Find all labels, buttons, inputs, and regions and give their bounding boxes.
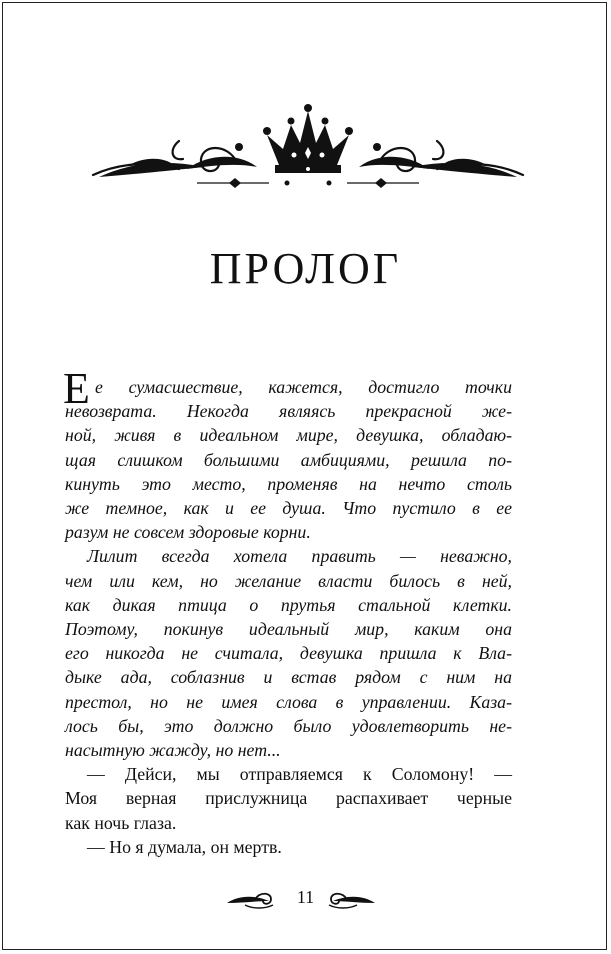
text-line: Моя верная прислужница распахивает черные (65, 788, 512, 809)
text-line: разум не совсем здоровые корни. (65, 522, 311, 543)
text-line: кинуть это место, променяв на нечто столь (65, 473, 512, 494)
text-line: его никогда не считала, девушка пришла к Вла- (65, 643, 512, 664)
text-line: престол, но не имея слова в управлении. Каза- (65, 691, 512, 712)
text-line: ной, живя в идеальном мире, девушка, обладаю- (65, 425, 512, 446)
text-line: как дикая птица о прутья стальной клетки. (65, 594, 512, 615)
text-line: Поэтому, покинув идеальный мир, каким она (65, 619, 512, 640)
drop-cap: Е (63, 364, 90, 413)
text-line: — Дейси, мы отправляемся к Соломону! — (87, 764, 512, 785)
text-line: чем или кем, но желание власти билось в ней, (65, 570, 512, 591)
text-line: Лилит всегда хотела править — неважно, (87, 546, 512, 567)
text-line: насытную жажду, но нет... (65, 740, 281, 761)
text-line: дыке ада, соблазнив и встав рядом с ним на (65, 667, 512, 688)
text-line: невозврата. Некогда являясь прекрасной же- (65, 401, 512, 422)
text-line: как ночь глаза. (65, 812, 177, 833)
text-line: Е е сумасшествие, кажется, достигло точки (63, 364, 512, 413)
text-line: щая слишком большими амбициями, решила по- (65, 449, 512, 470)
chapter-title: ПРОЛОГ (209, 244, 402, 293)
page-number: 11 (296, 887, 315, 907)
paragraph-2 (65, 544, 512, 762)
book-page (2, 2, 607, 950)
text-line: — Но я думала, он мертв. (87, 836, 282, 857)
paragraph-1 (63, 364, 512, 544)
crown-ornament-icon (89, 103, 527, 198)
footer-flourish-right-icon (325, 889, 377, 911)
chapter-body (63, 364, 512, 859)
text-line: лось бы, это должно было удовлетворить не- (65, 715, 512, 736)
dialogue (65, 762, 512, 859)
page-footer (3, 885, 608, 915)
text-line: же темное, как и ее душа. Что пустило в ее (65, 498, 512, 519)
